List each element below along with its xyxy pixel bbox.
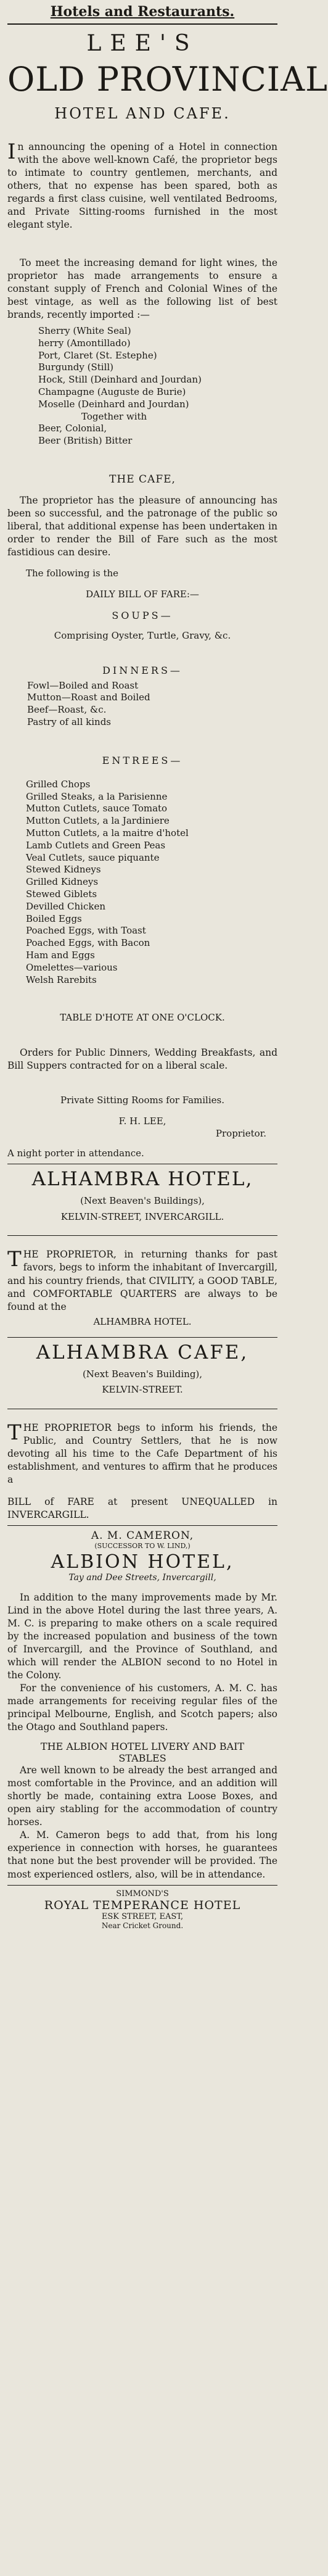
section-title: Hotels and Restaurants.: [50, 4, 235, 20]
entree-item: Poached Eggs, with Toast: [26, 925, 146, 937]
divider: [7, 23, 277, 25]
entree-item: Mutton Cutlets, a la Jardiniere: [26, 815, 170, 827]
alhambra-cafe-advert: [7, 1341, 277, 1522]
divider: [7, 1235, 277, 1236]
alhambra-hotel-subtitle: (Next Beaven's Buildings),: [80, 1195, 205, 1206]
alhambra-cafe-footer: BILL of FARE at present UNEQUALLED in INVERCARGILL.: [7, 1496, 277, 1520]
lees-title: OLD PROVINCIAL: [7, 60, 328, 99]
alhambra-hotel-footer: ALHAMBRA HOTEL.: [93, 1315, 192, 1327]
soups-text: Comprising Oyster, Turtle, Gravy, &c.: [54, 629, 231, 641]
divider: [7, 1885, 277, 1886]
alhambra-hotel-address: KELVIN-STREET, INVERCARGILL.: [60, 1211, 224, 1222]
entree-item: Devilled Chicken: [26, 900, 105, 912]
entree-item: Boiled Eggs: [26, 913, 82, 924]
dinner-list: [27, 680, 277, 729]
wine-item: Sherry (White Seal): [38, 325, 131, 336]
lees-subtitle: HOTEL AND CAFE.: [54, 105, 231, 122]
divider: [7, 1525, 277, 1526]
wine-item: Champagne (Auguste de Burie): [38, 386, 186, 397]
simmond-address: ESK STREET, EAST,: [101, 1911, 184, 1921]
lees-signature: F. H. LEE,: [118, 1116, 166, 1127]
table-dhote: TABLE D'HOTE AT ONE O'CLOCK.: [60, 1012, 225, 1024]
albion-title: ALBION HOTEL,: [51, 1551, 234, 1573]
simmond-advert: [7, 1889, 277, 1930]
albion-advert: [7, 1530, 277, 1734]
wine-list: [38, 325, 277, 447]
entree-item: Ham and Eggs: [26, 950, 95, 961]
alhambra-cafe-subtitle: (Next Beaven's Building),: [82, 1368, 203, 1380]
albion-address: Tay and Dee Streets, Invercargill,: [68, 1572, 216, 1583]
wine-item: Burgundy (Still): [38, 362, 114, 373]
entree-item: Omelettes—various: [26, 961, 118, 973]
lees-signature-role: Proprietor.: [215, 1127, 266, 1139]
entree-item: Grilled Kidneys: [26, 876, 99, 888]
dinner-item: Mutton—Roast and Boiled: [27, 692, 150, 703]
entree-item: Mutton Cutlets, sauce Tomato: [26, 803, 168, 814]
wine-item: Hock, Still (Deinhard and Jourdan): [38, 374, 202, 386]
entree-list: [26, 779, 277, 987]
albion-owner: A. M. CAMERON,: [91, 1529, 194, 1542]
daily-bill-heading: DAILY BILL OF FARE:—: [86, 589, 199, 600]
wine-item: Together with: [81, 410, 147, 422]
livery-text-1: Are well known to be already the best arranged and most comfortable in the Province, and an addition will shortly be made, containing extra Loose Boxes, and open airy stabling for the accommodation of country horses.: [7, 1764, 277, 1828]
following-text: The following is the: [26, 568, 119, 579]
entree-item: Grilled Chops: [26, 778, 91, 790]
entrees-heading: ENTREES—: [102, 754, 183, 766]
wine-item: Beer (British) Bitter: [38, 435, 133, 447]
simmond-name: SIMMOND'S: [116, 1889, 169, 1899]
alhambra-hotel-text: THE PROPRIETOR, in returning thanks for past favors, begs to inform the inhabitant of Invercargill, and his country friends, that CIVILITY, a GOOD TABLE, and COMFORTABLE QUARTERS are always to be found at the: [7, 1247, 277, 1312]
dinner-item: Beef—Roast, &c.: [27, 704, 107, 716]
lees-name: LEE'S: [86, 31, 199, 56]
entree-item: Welsh Rarebits: [26, 974, 97, 985]
lees-wines-intro: To meet the increasing demand for light wines, the proprietor has made arrangements to ensure a constant supply of French and Colonial Wines of the best vintage, as well as the following list of best brands, recently imported :—: [7, 257, 277, 320]
wine-item: Beer, Colonial,: [38, 423, 107, 434]
dinner-item: Pastry of all kinds: [27, 716, 112, 728]
cafe-heading: THE CAFE,: [109, 473, 176, 486]
entree-item: Mutton Cutlets, a la maitre d'hotel: [26, 827, 189, 839]
entree-item: Stewed Kidneys: [26, 864, 101, 876]
alhambra-cafe-title: ALHAMBRA CAFE,: [36, 1341, 249, 1364]
entree-item: Veal Cutlets, sauce piquante: [26, 851, 160, 863]
lees-intro: In announcing the opening of a Hotel in connection with the above well-known Café, the proprietor begs to intimate to country gentlemen, merchants, and others, that no expense has been spared, both as regards a first class cuisine, well ventilated Bedrooms, and Private Sitting-rooms furnished in the most elegant style.: [7, 139, 277, 231]
livery-advert: [7, 1741, 277, 1881]
wine-item: herry (Amontillado): [38, 337, 131, 349]
livery-text-2: A. M. Cameron begs to add that, from his long experience in connection with horses, he guarantees that none but the best provender will be provided. The most experienced ostlers, also, will be in attendance.: [7, 1829, 277, 1880]
soups-heading: SOUPS—: [112, 609, 173, 621]
simmond-title: ROYAL TEMPERANCE HOTEL: [44, 1898, 241, 1912]
wine-item: Port, Claret (St. Estephe): [38, 349, 157, 361]
entree-item: Grilled Steaks, a la Parisienne: [26, 790, 168, 802]
albion-text-2: For the convenience of his customers, A. M. C. has made arrangements for receiving regular files of the principal Melbourne, English, and Scotch papers; also the Otago and Southland papers.: [7, 1683, 277, 1733]
livery-title: THE ALBION HOTEL LIVERY AND BAIT STABLES: [40, 1740, 245, 1764]
entree-item: Lamb Cutlets and Green Peas: [26, 839, 166, 851]
albion-text-1: In addition to the many improvements made by Mr. Lind in the above Hotel during the last three years, A. M. C. is preparing to make others on a scale required by the increased population and business of the town of Invercargill, and the Province of Southland, and which will render the ALBION second to no Hotel in the Colony.: [7, 1591, 277, 1681]
entree-item: Poached Eggs, with Bacon: [26, 937, 150, 949]
private-rooms: Private Sitting Rooms for Families.: [60, 1095, 224, 1106]
dinners-heading: DINNERS—: [102, 664, 182, 676]
divider: [7, 1337, 277, 1338]
night-porter: A night porter in attendance.: [7, 1147, 144, 1159]
alhambra-cafe-address: KELVIN-STREET.: [102, 1384, 183, 1396]
orders-text: Orders for Public Dinners, Wedding Breakfasts, and Bill Suppers contracted for on a liberal scale.: [7, 1047, 277, 1072]
albion-successor: (SUCCESSOR TO W. LIND,): [94, 1541, 191, 1550]
alhambra-hotel-advert: [7, 1168, 277, 1328]
cafe-text: The proprietor has the pleasure of announcing has been so successful, and the patronage of the public so liberal, that additional expense has been undertaken in order to render the Bill of Fare such as the most fastidious can desire.: [7, 494, 277, 558]
alhambra-hotel-title: ALHAMBRA HOTEL,: [31, 1167, 253, 1190]
simmond-near: Near Cricket Ground.: [101, 1921, 184, 1930]
wine-item: Moselle (Deinhard and Jourdan): [38, 398, 189, 410]
lees-advert: [7, 31, 328, 1160]
dinner-item: Fowl—Boiled and Roast: [27, 679, 139, 691]
alhambra-cafe-text: THE PROPRIETOR begs to inform his friends, the Public, and Country Settlers, that he is now devoting all his time to the Cafe Department of his establishment, and ventures to affirm that he produces a: [7, 1420, 277, 1486]
entree-item: Stewed Giblets: [26, 888, 97, 900]
